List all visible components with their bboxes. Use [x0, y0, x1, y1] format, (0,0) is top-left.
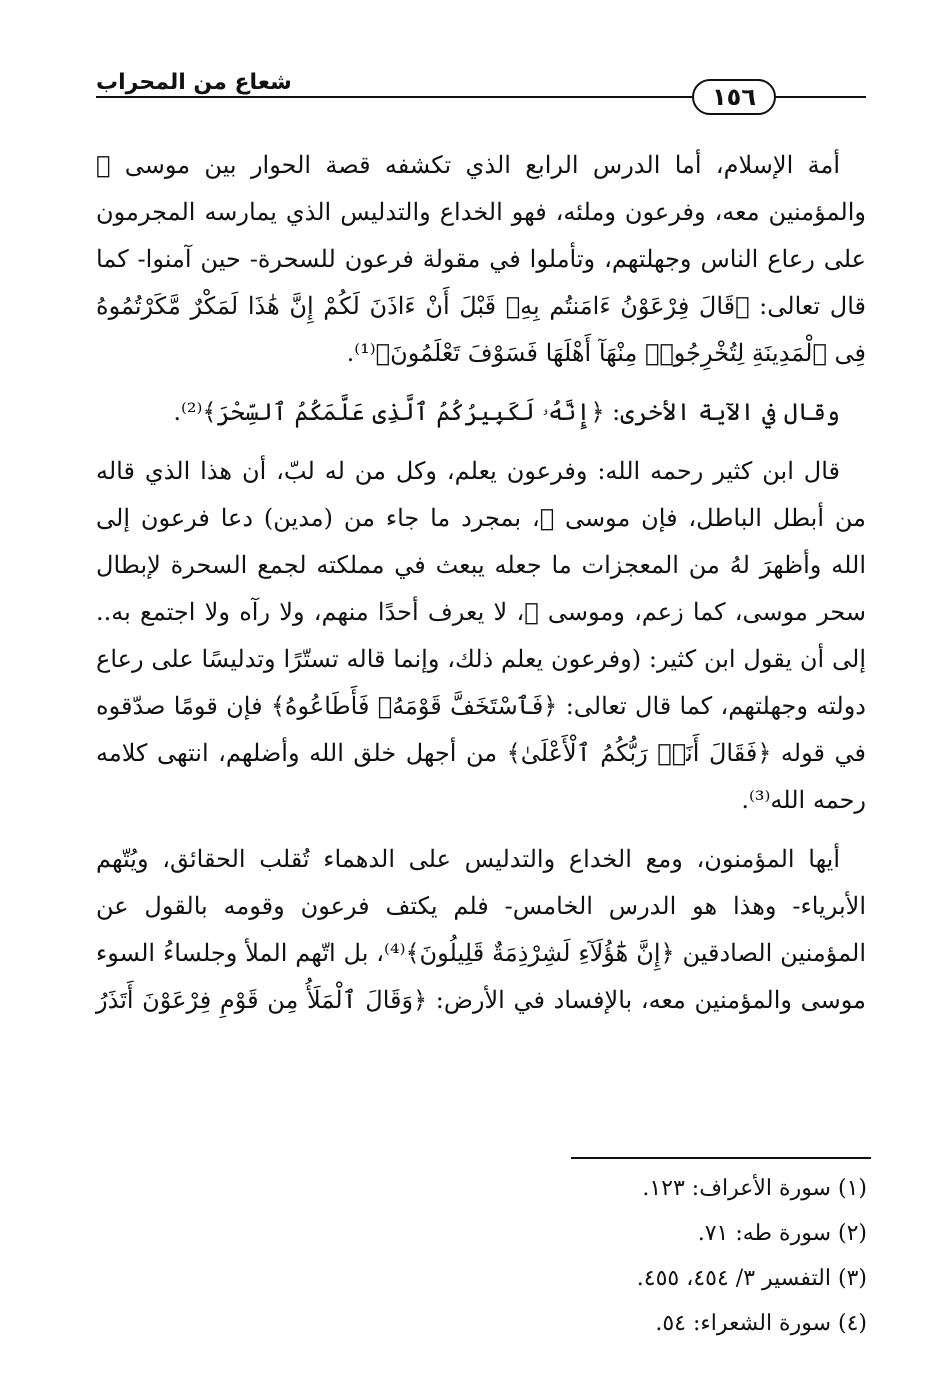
- page-number: ١٥٦: [692, 79, 776, 115]
- paragraph: وقال في الآية الأخرى: ﴿إِنَّهُۥ لَكَبِيرُكُمُ ٱلَّذِى عَلَّمَكُمُ ٱلسِّحْرَ﴾⁽²⁾.: [173, 398, 840, 426]
- footnote: (٢) سورة طه: ٧١.: [697, 1221, 867, 1246]
- body-text: [96, 142, 866, 1036]
- paragraph: أيها المؤمنون، ومع الخداع والتدليس على الدهماء تُقلب الحقائق، ويُتّهم الأبرياء- وهذا هو الدرس الخامس- فلم يكتف فرعون وقومه بالقول عن المؤمنين الصادقين ﴿إِنَّ هَٰٓؤُلَآءِ لَشِرْذِمَةٌ قَلِيلُونَ﴾⁽⁴⁾، بل اتّهم الملأ وجلساءُ السوء موسى والمؤمنين معه، بالإفساد في الأرض: ﴿وَقَالَ ٱلْمَلَأُ مِن قَوْمِ فِرْعَوْنَ أَتَذَرُ: [96, 845, 866, 1014]
- footnote-separator: [571, 1157, 871, 1159]
- paragraph: قال ابن كثير رحمه الله: وفرعون يعلم، وكل من له لبّ، أن هذا الذي قاله من أبطل الباطل، فإن موسى ﷺ، بمجرد ما جاء من (مدين) دعا فرعون إلى الله وأظهرَ لهُ من المعجزات ما جعله يبعث في مملكته لجمع السحرة لإبطال سحر موسى، كما زعم، وموسى ﷺ، لا يعرف أحدًا منهم، ولا رآه ولا اجتمع به.. إلى أن يقول ابن كثير: (وفرعون يعلم ذلك، وإنما قاله تستّرًا وتدليسًا على رعاع دولته وجهلتهم، كما قال تعالى: ﴿فَٱسْتَخَفَّ قَوْمَهُۥ فَأَطَاعُوهُ﴾ فإن قومًا صدّقوه في قوله ﴿فَقَالَ أَنَا۠ رَبُّكُمُ ٱلْأَعْلَىٰ﴾ من أجهل خلق الله وأضلهم، انتهى كلامه رحمه الله⁽³⁾.: [96, 457, 866, 814]
- book-title: شعاع من المحراب: [96, 70, 292, 95]
- page-header: [96, 62, 866, 122]
- footnote: (٣) التفسير ٣/ ٤٥٤، ٤٥٥.: [636, 1266, 867, 1291]
- footnote: (١) سورة الأعراف: ١٢٣.: [642, 1176, 867, 1201]
- footnote: (٤) سورة الشعراء: ٥٤.: [655, 1311, 867, 1336]
- footnotes: [637, 1166, 867, 1346]
- paragraph: أمة الإسلام، أما الدرس الرابع الذي تكشفه قصة الحوار بين موسى ﷺ والمؤمنين معه، وفرعون وملئه، فهو الخداع والتدليس الذي يمارسه المجرمون على رعاع الناس وجهلتهم، وتأملوا في مقولة فرعون للسحرة- حين آمنوا- كما قال تعالى: ﴿قَالَ فِرْعَوْنُ ءَامَنتُم بِهِۦ قَبْلَ أَنْ ءَاذَنَ لَكُمْ إِنَّ هَٰذَا لَمَكْرٌ مَّكَرْتُمُوهُ فِى ٱلْمَدِينَةِ لِتُخْرِجُوا۟ مِنْهَآ أَهْلَهَا فَسَوْفَ تَعْلَمُونَ﴾⁽¹⁾.: [96, 151, 867, 367]
